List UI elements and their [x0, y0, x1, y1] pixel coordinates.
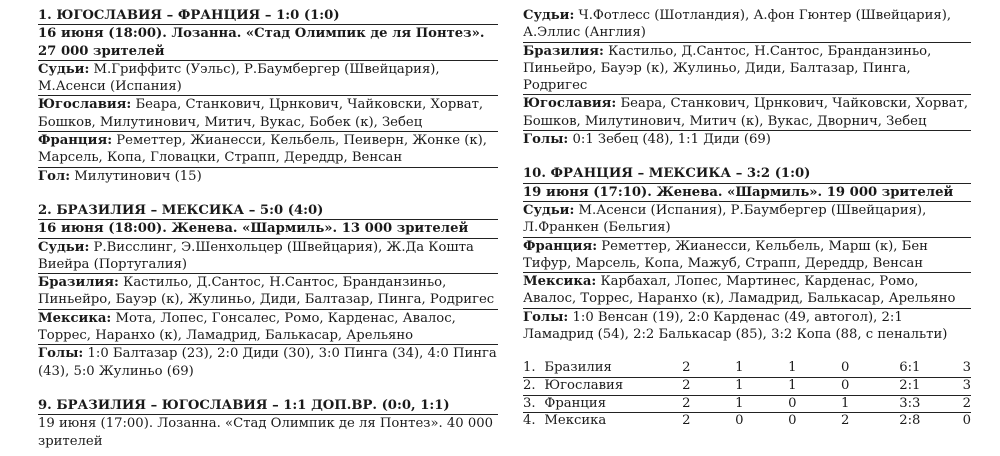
goal-difference: 2:8	[899, 413, 921, 429]
goal-difference: 2:1	[872, 377, 948, 395]
goals-text: 0:1 Зебец (48), 1:1 Диди (69)	[568, 132, 771, 148]
points: 0	[962, 413, 971, 429]
referees-row	[38, 239, 498, 275]
goals-row	[523, 309, 971, 344]
match-venue: 16 июня (18:00). Лозанна. «Стад Олимпик де ля Понтез». 27 000 зрителей	[38, 25, 498, 61]
goal-difference: 6:1	[872, 360, 948, 377]
lost: 2	[841, 413, 850, 429]
team2-label: Мексика:	[523, 274, 597, 290]
referees-row	[38, 61, 498, 97]
position: 4.	[523, 413, 536, 429]
referees-text: Ч.Фотлесс (Шотландия), А.фон Гюнтер (Швейцария), А.Эллис (Англия)	[523, 8, 952, 41]
match-title: 9. БРАЗИЛИЯ – ЮГОСЛАВИЯ – 1:1 ДОП.ВР. (0:0, 1:1)	[38, 397, 498, 415]
position: 1.	[523, 360, 544, 377]
goals-text: Милутинович (15)	[70, 168, 202, 184]
standings-table	[523, 360, 971, 429]
position: 3.	[523, 395, 544, 413]
team1-label: Бразилия:	[523, 43, 604, 59]
team1-lineup	[523, 43, 971, 96]
played: 2	[660, 377, 713, 395]
drawn: 0	[766, 395, 819, 413]
referees-row	[523, 7, 971, 43]
team1-label: Бразилия:	[38, 275, 119, 291]
table-row	[523, 395, 971, 413]
team2-text: Карбахал, Лопес, Мартинес, Карденас, Ромо, Авалос, Торрес, Наранхо (к), Ламадрид, Балькасар, Арельяно	[523, 274, 956, 307]
team2-label: Франция:	[38, 133, 113, 149]
team1-lineup	[523, 238, 971, 274]
left-column	[38, 0, 498, 450]
drawn: 1	[766, 360, 819, 377]
drawn: 0	[788, 413, 797, 429]
goal-difference: 3:3	[872, 395, 948, 413]
team1-text: Беара, Станкович, Црнкович, Чайковски, Хорват, Бошков, Милутинович, Митич, Вукас, Бобек (к), Зебец	[38, 97, 484, 130]
match-venue: 16 июня (18:00). Женева. «Шармиль». 13 000 зрителей	[38, 220, 498, 238]
team2-lineup	[523, 95, 971, 131]
team1-label: Франция:	[523, 238, 598, 254]
referees-text: Р.Висслинг, Э.Шенхольцер (Швейцария), Ж.Да Кошта Виейра (Португалия)	[38, 239, 474, 272]
team2-lineup	[38, 310, 498, 346]
table-row	[523, 413, 971, 430]
team-name: Бразилия	[544, 360, 659, 377]
team1-text: Кастильо, Д.Сантос, Н.Сантос, Бранданзиньо, Пиньейро, Бауэр (к), Жулиньо, Диди, Балтазар, Пинга, Родригес	[38, 275, 495, 308]
goals-row	[38, 168, 498, 185]
position: 2.	[523, 377, 544, 395]
goals-row	[38, 345, 498, 380]
goals-text: 1:0 Венсан (19), 2:0 Карденас (49, автогол), 2:1 Ламадрид (54), 2:2 Балькасар (85), 3:2 Копа (88, с пенальти)	[523, 309, 948, 343]
team1-lineup	[38, 96, 498, 132]
goals-label: Гол:	[38, 168, 71, 184]
match-1	[38, 7, 498, 185]
referees-label: Судьи:	[38, 61, 90, 77]
team-name: Мексика	[544, 413, 607, 429]
points: 2	[948, 395, 971, 413]
goals-label: Голы:	[523, 132, 569, 148]
played: 2	[660, 360, 713, 377]
team2-text: Реметтер, Жианесси, Кельбель, Пеиверн, Жонке (к), Марсель, Копа, Гловацки, Страпп, Дереддр, Венсан	[38, 133, 487, 166]
won: 1	[713, 377, 766, 395]
referees-text: М.Асенси (Испания), Р.Баумбергер (Швейцария), Л.Франкен (Бельгия)	[523, 202, 927, 236]
points: 3	[948, 360, 971, 377]
table-row	[523, 377, 971, 395]
team2-text: Беара, Станкович, Црнкович, Чайковски, Хорват, Бошков, Милутинович, Митич (к), Вукас, Дворнич, Зебец	[523, 96, 969, 129]
team1-lineup	[38, 274, 498, 310]
lost: 0	[819, 360, 872, 377]
match-2	[38, 202, 498, 380]
goals-label: Голы:	[523, 309, 569, 325]
team1-label: Югославия:	[38, 97, 132, 113]
right-column	[523, 0, 971, 430]
team2-lineup	[523, 273, 971, 309]
match-title: 2. БРАЗИЛИЯ – МЕКСИКА – 5:0 (4:0)	[38, 202, 498, 220]
referees-label: Судьи:	[523, 202, 575, 218]
match-venue: 19 июня (17:10). Женева. «Шармиль». 19 000 зрителей	[523, 184, 971, 202]
drawn: 1	[766, 377, 819, 395]
team2-text: Мота, Лопес, Гонсалес, Ромо, Карденас, Авалос, Торрес, Наранхо (к), Ламадрид, Балькасар, Арельяно	[38, 310, 456, 344]
match-title: 10. ФРАНЦИЯ – МЕКСИКА – 3:2 (1:0)	[523, 165, 971, 183]
goals-label: Голы:	[38, 346, 84, 362]
lost: 0	[819, 377, 872, 395]
referees-row	[523, 202, 971, 238]
match-title: 1. ЮГОСЛАВИЯ – ФРАНЦИЯ – 1:0 (1:0)	[38, 7, 498, 25]
team2-lineup	[38, 132, 498, 168]
referees-label: Судьи:	[38, 239, 90, 255]
team-name: Югославия	[544, 377, 659, 395]
won: 0	[735, 413, 744, 429]
played: 2	[682, 413, 691, 429]
team2-label: Мексика:	[38, 310, 112, 326]
won: 1	[713, 360, 766, 377]
team2-label: Югославия:	[523, 96, 617, 112]
match-9	[38, 397, 498, 450]
match-venue: 19 июня (17:00). Лозанна. «Стад Олимпик де ля Понтез». 40 000 зрителей	[38, 416, 494, 449]
played: 2	[660, 395, 713, 413]
lost: 1	[819, 395, 872, 413]
table-row	[523, 360, 971, 377]
team-name: Франция	[544, 395, 659, 413]
referees-label: Судьи:	[523, 8, 575, 23]
match-9-continued	[523, 7, 971, 148]
points: 3	[948, 377, 971, 395]
won: 1	[713, 395, 766, 413]
referees-text: М.Гриффитс (Уэльс), Р.Баумбергер (Швейцария), М.Асенси (Испания)	[38, 61, 440, 95]
goals-text: 1:0 Балтазар (23), 2:0 Диди (30), 3:0 Пинга (34), 4:0 Пинга (43), 5:0 Жулиньо (69)	[38, 346, 497, 379]
goals-row	[523, 131, 971, 148]
match-10	[523, 165, 971, 343]
team1-text: Кастильо, Д.Сантос, Н.Сантос, Бранданзиньо, Пиньейро, Бауэр (к), Жулиньо, Диди, Балтазар, Пинга, Родригес	[523, 43, 932, 94]
team1-text: Реметтер, Жианесси, Кельбель, Марш (к), Бен Тифур, Марсель, Копа, Мажуб, Страпп, Дереддр, Венсан	[523, 238, 928, 271]
